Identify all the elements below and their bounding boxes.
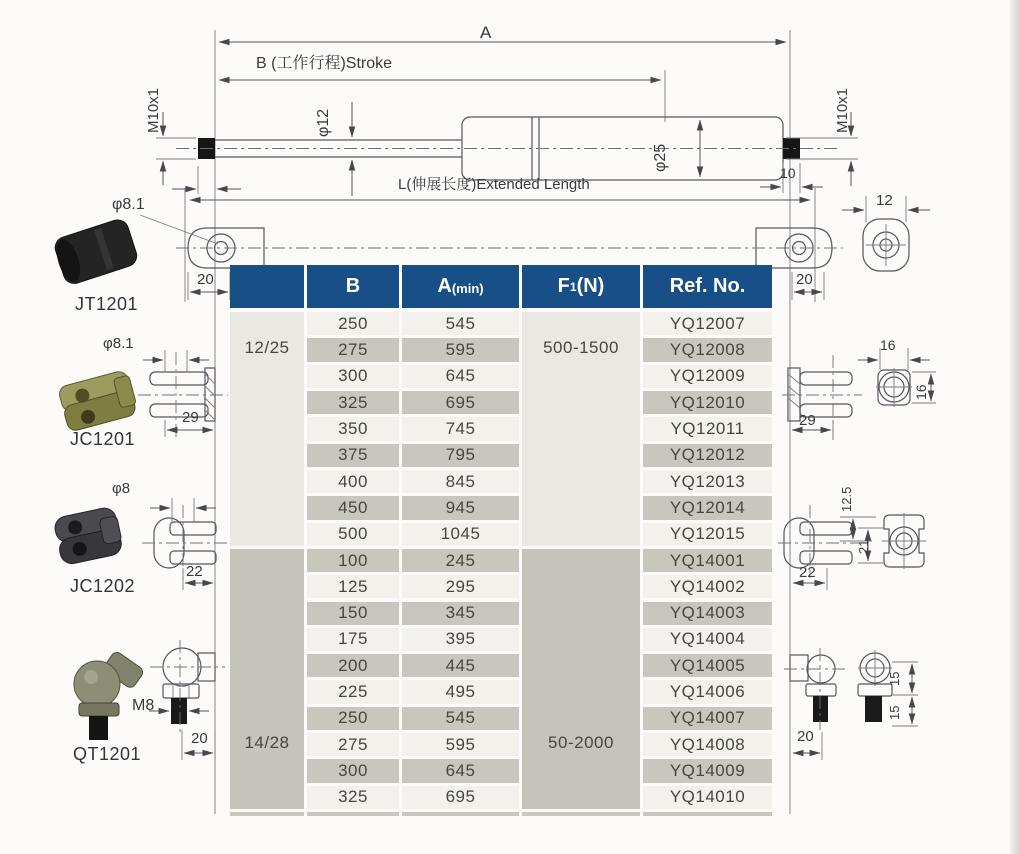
jc1201-dia-label: φ8.1 [103,335,134,352]
link-pin-offset-label: 12.5 [839,486,854,512]
jc1202-dia-label: φ8 [112,480,131,497]
table-header-size [230,265,304,308]
group-size-text: 14/28 [244,732,290,752]
table-cell-ref: YQ14002 [643,575,772,598]
rod-diameter-label: φ12 [315,108,332,137]
ball-offset-upper-label: 15 [887,671,902,686]
extended-length-label: L(伸展长度)Extended Length [398,176,590,193]
table-cell-b: 300 [307,759,399,782]
table-cell-b: 275 [307,338,399,361]
table-cell-a: 495 [402,680,519,703]
table-cell-ref: YQ12011 [643,417,772,440]
table-cell-a: 845 [402,470,519,493]
jt-dia-leader [140,215,218,244]
table-cell-b: 200 [307,654,399,677]
qt1201-len-label: 20 [191,730,208,747]
table-cell-b: 250 [307,707,399,730]
table-group-force [522,549,640,809]
table-group-force [522,312,640,546]
header-f-unit-text: (N) [576,275,605,297]
table-cut-row [522,812,640,816]
table-cell-ref: YQ12008 [643,338,772,361]
table-cell-b: 125 [307,575,399,598]
scan-edge-shade [1010,0,1019,854]
group-force-text: 50-2000 [548,732,614,752]
table-cell-a: 545 [402,707,519,730]
table-cell-ref: YQ14007 [643,707,772,730]
table-cell-b: 225 [307,680,399,703]
table-cell-a: 595 [402,338,519,361]
group-size-text: 12/25 [244,338,290,357]
table-header-b: B [307,265,399,308]
jc1202-photo [53,506,125,566]
jc1201-side-view [138,352,228,440]
table-cell-ref: YQ12015 [643,523,772,546]
table-cell-ref: YQ12010 [643,391,772,414]
tube-diameter-label: φ25 [652,143,669,172]
jc1201-len-label: 29 [182,409,199,426]
table-cell-ref: YQ12014 [643,496,772,519]
table-cell-a: 745 [402,417,519,440]
thread-len-label: 10 [780,165,796,181]
table-cell-b: 300 [307,365,399,388]
table-group-size [230,549,304,809]
table-cell-ref: YQ12007 [643,312,772,335]
link-height-label: 21 [856,539,871,554]
table-cell-a: 595 [402,733,519,756]
table-cell-ref: YQ14009 [643,759,772,782]
table-cell-b: 325 [307,391,399,414]
table-cell-b: 150 [307,602,399,625]
table-cell-b: 275 [307,733,399,756]
table-cell-a: 445 [402,654,519,677]
table-cell-ref: YQ14010 [643,786,772,809]
eyelet-left-len-label: 20 [197,271,214,288]
link-length-label: 22 [799,564,816,581]
qt1201-thread-label: M8 [132,697,155,714]
table-cell-b: 325 [307,786,399,809]
jc1201-label: JC1201 [70,429,136,449]
jt1201-label: JT1201 [75,294,139,314]
table-cell-a: 545 [402,312,519,335]
table-cell-b: 100 [307,549,399,572]
clevis-height-label: 16 [913,384,929,400]
header-f-text: F [557,275,570,297]
table-cell-b: 375 [307,444,399,467]
assembly-eyelets [176,228,843,268]
clevis-width-label: 16 [880,337,896,353]
table-cell-b: 175 [307,628,399,651]
header-f-sub-text: 1 [569,279,577,294]
table-cell-ref: YQ14006 [643,680,772,703]
jc1201-photo [57,369,138,432]
dim-a-label: A [480,23,492,42]
table-cell-a: 395 [402,628,519,651]
table-cut-row [307,812,399,816]
clevis-length-label: 29 [799,412,816,429]
table-cell-a: 795 [402,444,519,467]
table-cell-b: 350 [307,417,399,440]
gas-spring-body [176,117,840,180]
table-header-f [522,265,640,308]
table-header-ref: Ref. No. [643,265,772,308]
table-cell-b: 250 [307,312,399,335]
table-cell-ref: YQ14005 [643,654,772,677]
jt1201-dia-label: φ8.1 [112,196,145,213]
table-cell-a: 1045 [402,523,519,546]
table-cell-a: 695 [402,391,519,414]
dim-b-stroke-label: B (工作行程)Stroke [256,55,393,72]
table-cell-a: 295 [402,575,519,598]
table-cell-b: 450 [307,496,399,519]
qt1201-photo [74,650,145,740]
table-cell-ref: YQ12013 [643,470,772,493]
table-cut-row [402,812,519,816]
table-cell-ref: YQ14004 [643,628,772,651]
jt1201-photo [51,217,139,286]
table-cell-b: 400 [307,470,399,493]
header-a-min-text: (min) [451,281,484,296]
ball-length-label: 20 [797,728,814,745]
eyelet-width-label: 12 [876,192,893,209]
qt1201-side-view [150,640,225,735]
header-a-text: A [437,275,452,297]
table-cell-a: 695 [402,786,519,809]
eyelet-right-len-label: 20 [796,271,813,288]
thread-left-label: M10x1 [145,87,162,133]
table-cell-a: 945 [402,496,519,519]
thread-right-label: M10x1 [834,87,851,133]
group-force-text: 500-1500 [543,338,619,357]
table-cell-a: 245 [402,549,519,572]
spec-table [230,265,775,819]
table-cut-row [230,812,304,816]
table-group-size [230,312,304,546]
table-cell-ref: YQ14003 [643,602,772,625]
table-cell-ref: YQ12012 [643,444,772,467]
ball-offset-lower-label: 15 [887,705,902,720]
table-cell-ref: YQ14008 [643,733,772,756]
table-cell-b: 500 [307,523,399,546]
table-cut-row [643,812,772,816]
table-cell-a: 645 [402,365,519,388]
table-header-a [402,265,519,308]
jc1202-len-label: 22 [186,563,203,580]
table-cell-a: 645 [402,759,519,782]
qt1201-label: QT1201 [73,744,142,764]
table-cell-a: 345 [402,602,519,625]
table-cell-ref: YQ12009 [643,365,772,388]
table-cell-ref: YQ14001 [643,549,772,572]
jc1202-label: JC1202 [70,576,136,596]
